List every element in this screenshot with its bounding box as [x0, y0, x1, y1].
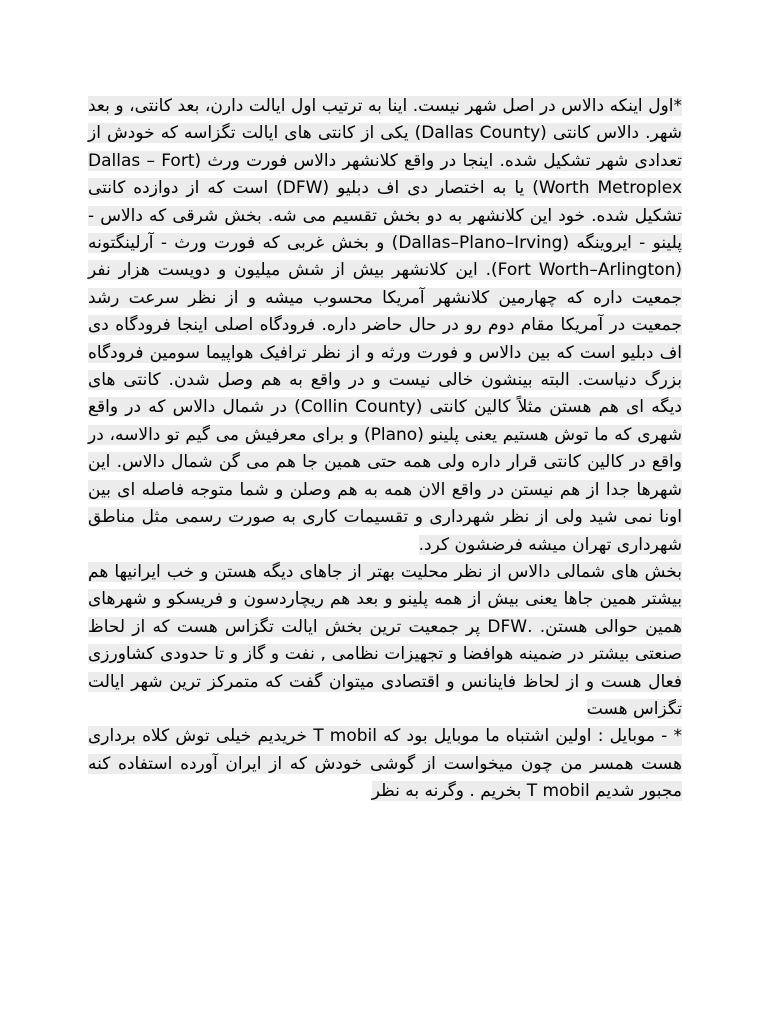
document-body: [88, 93, 682, 806]
paragraph-mobile: [88, 723, 682, 805]
paragraph-dallas-overview: [88, 93, 682, 559]
paragraph-text: * - موبایل : اولین اشتباه ما موبایل بود که T mobil خریدیم خیلی توش کلاه برداری هست همسر من چون میخواست از گوشی خودش که از ایران آورده استفاده کنه مجبور شدیم T mobil بخریم . وگرنه به نظر: [88, 726, 682, 802]
paragraph-text: *اول اینکه دالاس در اصل شهر نیست. اینا به ترتیب اول ایالت دارن، بعد کانتی، و بعد شهر. دالاس کانتی (Dallas County) یکی از کانتی های ایالت تگزاسه که خودش از تعدادی شهر تشکیل شده. اینجا در واقع کلانشهر دالاس فورت ورث (Dallas – Fort Worth Metroplex) یا به اختصار دی اف دبلیو (DFW) است که از دوازده کانتی تشکیل شده. خود این کلانشهر به دو بخش تقسیم می شه. بخش شرقی که دالاس - پلینو - ایروینگه (Dallas–Plano–Irving) و بخش غربی که فورت ورث - آرلینگتونه (Fort Worth–Arlington). این کلانشهر بیش از شش میلیون و دویست هزار نفر جمعیت داره که چهارمین کلانشهر آمریکا محسوب میشه و از نظر سرعت رشد جمعیت در آمریکا مقام دوم رو در حال حاضر داره. فرودگاه اصلی اینجا فرودگاه دی اف دبلیو است که بین دالاس و فورت ورثه و از نظر ترافیک هواپیما سومین فرودگاه بزرگ دنیاست. البته بینشون خالی نیست و در واقع به هم وصل شدن. کانتی های دیگه ای هم هستن مثلاً کالین کانتی (Collin County) در شمال دالاس که در واقع شهری که ما توش هستیم یعنی پلینو (Plano) و برای معرفیش می گیم تو دالاسه، در واقع در کالین کانتی قرار داره ولی همه حتی همین جا هم می گن شمال دالاس. این شهرها جدا از هم نیستن در واقع الان همه به هم وصلن و شما متوجه فاصله ای بین اونا نمی شید ولی از نظر شهرداری و تقسیمات کاری به صورت رسمی مثل مناطق شهرداری تهران میشه فرضشون کرد.: [88, 96, 683, 555]
paragraph-text: بخش های شمالی دالاس از نظر محلیت بهتر از جاهای دیگه هستن و خب ایرانیها هم بیشتر همین جاها یعنی بیش از همه پلینو و بعد هم ریچاردسون و فریسکو و شهرهای همین حوالی هستن. .DFW پر جمعیت ترین بخش ایالت تگزاس هست که از لحاظ صنعتی بیشتر در ضمینه هوافضا و تجهیزات نظامی , نفت و گاز و تا حدودی کشاورزی فعال هست و از لحاظ فاینانس و اقتصادی میتوان گفت که متمرکز ترین شهر ایالت تگزاس هست: [88, 561, 683, 719]
paragraph-north-dallas: [88, 559, 682, 723]
